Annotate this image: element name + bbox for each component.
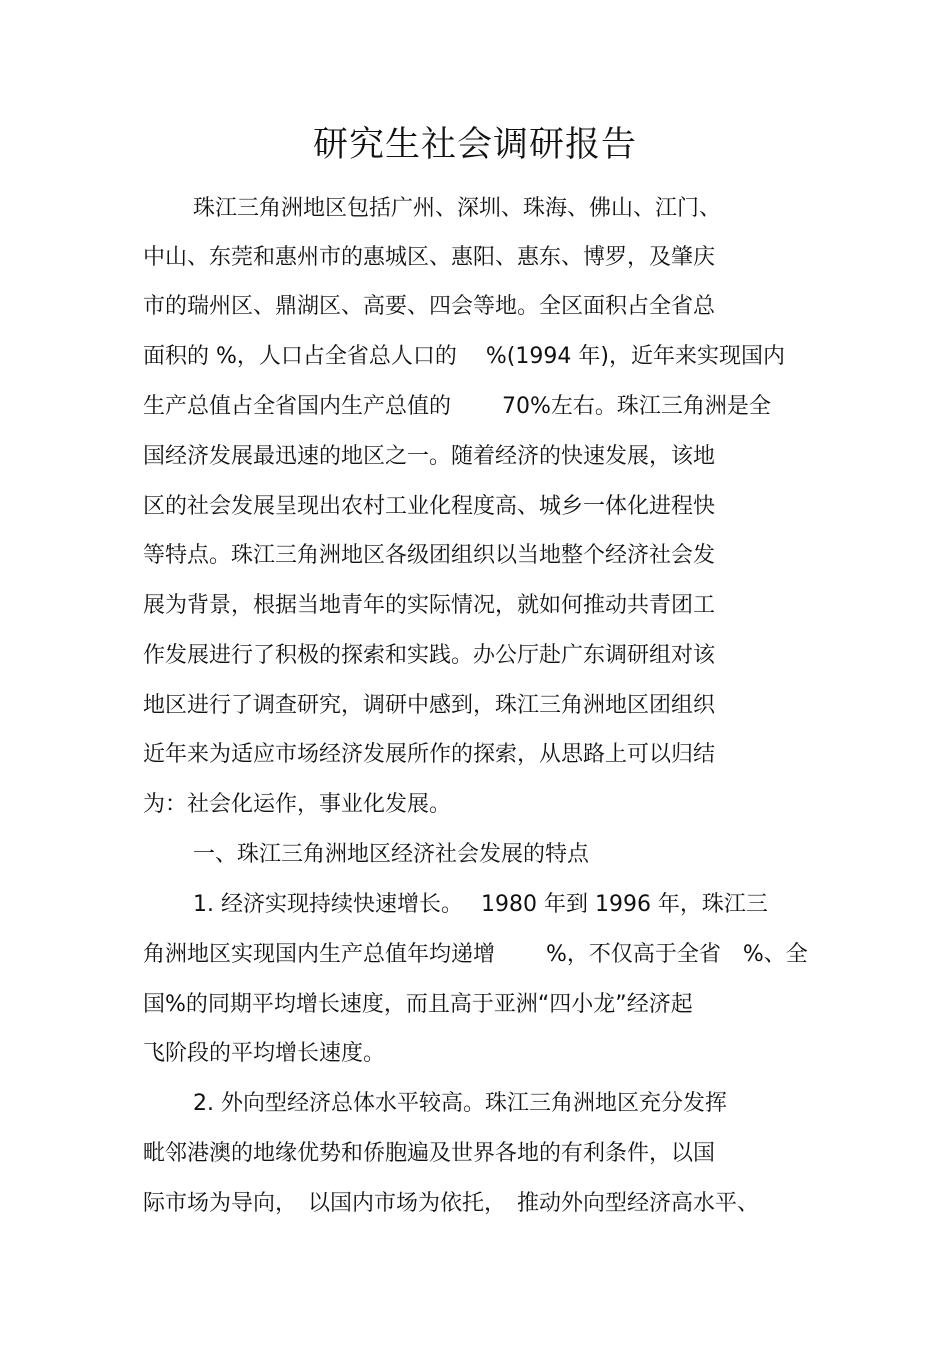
- paragraph-line: 等特点。珠江三角洲地区各级团组织以当地整个经济社会发: [143, 543, 716, 568]
- paragraph-line: 国经济发展最迅速的地区之一。随着经济的快速发展，该地: [143, 444, 716, 469]
- paragraph-line: 毗邻港澳的地缘优势和侨胞遍及世界各地的有利条件，以国: [143, 1141, 716, 1166]
- section-heading: 一、珠江三角洲地区经济社会发展的特点: [193, 842, 590, 867]
- paragraph-line: 2. 外向型经济总体水平较高。珠江三角洲地区充分发挥: [193, 1091, 727, 1116]
- paragraph-line: 1. 经济实现持续快速增长。 1980 年到 1996 年，珠江三: [193, 892, 768, 917]
- paragraph-line: 际市场为导向， 以国内市场为依托， 推动外向型经济高水平、: [143, 1191, 760, 1216]
- paragraph-line: 中山、东莞和惠州市的惠城区、惠阳、惠东、博罗，及肇庆: [143, 245, 716, 270]
- paragraph-line: 角洲地区实现国内生产总值年均递增 %，不仅高于全省 %、全: [143, 942, 808, 967]
- paragraph-line: 市的瑞州区、鼎湖区、高要、四会等地。全区面积占全省总: [143, 294, 716, 319]
- paragraph-line: 近年来为适应市场经济发展所作的探索，从思路上可以归结: [143, 742, 716, 767]
- paragraph-line: 面积的 %，人口占全省总人口的 %(1994 年)，近年来实现国内: [143, 344, 785, 369]
- paragraph-line: 生产总值占全省国内生产总值的 70%左右。珠江三角洲是全: [143, 394, 771, 419]
- document-title: 研究生社会调研报告: [312, 125, 637, 165]
- paragraph-line: 飞阶段的平均增长速度。: [143, 1041, 386, 1066]
- paragraph-line: 地区进行了调查研究，调研中感到，珠江三角洲地区团组织: [143, 693, 716, 718]
- paragraph-line: 展为背景，根据当地青年的实际情况，就如何推动共青团工: [143, 593, 716, 618]
- paragraph-line: 为：社会化运作，事业化发展。: [143, 792, 452, 817]
- paragraph-line: 国%的同期平均增长速度，而且高于亚洲“四小龙”经济起: [143, 992, 693, 1017]
- paragraph-line: 珠江三角洲地区包括广州、深圳、珠海、佛山、江门、: [193, 196, 722, 221]
- paragraph-line: 区的社会发展呈现出农村工业化程度高、城乡一体化进程快: [143, 494, 716, 519]
- paragraph-line: 作发展进行了积极的探索和实践。办公厅赴广东调研组对该: [143, 643, 716, 668]
